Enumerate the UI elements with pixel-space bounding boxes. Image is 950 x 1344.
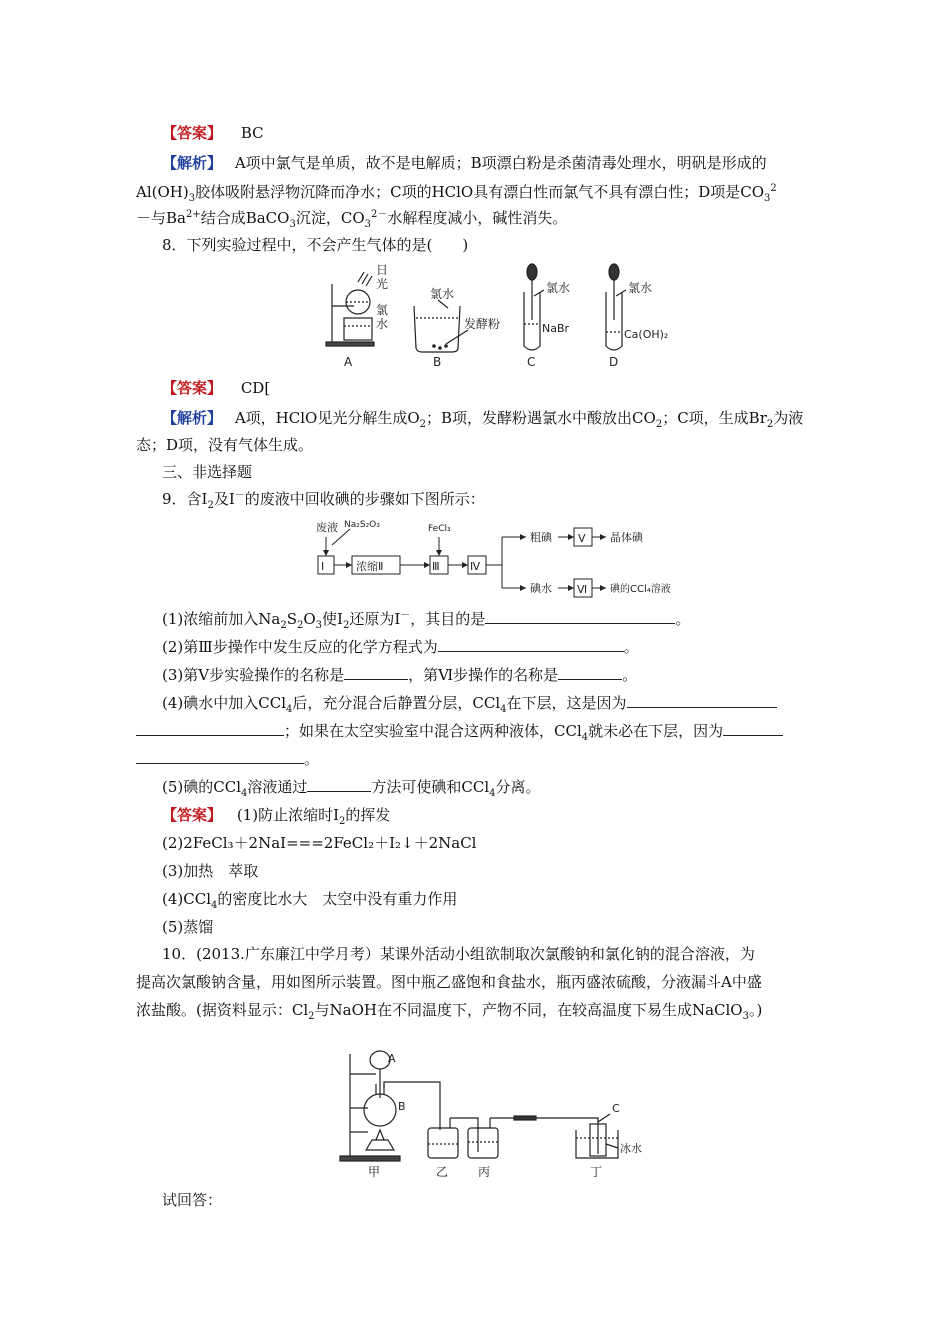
q9-answer3: (3)加热 萃取: [162, 862, 259, 880]
flow-step4: Ⅳ: [470, 560, 481, 573]
q9-answer2: (2)2FeCl₃＋2NaI===2FeCl₂＋I₂↓＋2NaCl: [162, 834, 477, 852]
q8-analysis-line1: 【解析】 A项，HClO见光分解生成$O_2$；B项，发酵粉遇氯水中酸放出$CO_2$；C项，生成$Br_2$为液: [162, 409, 804, 430]
flow-crystal-iodine: 晶体碘: [610, 531, 643, 544]
q10-line3: 浓盐酸。(据资料显示：$Cl_2$与NaOH在不同温度下，产物不同，在较高温度下易生成NaClO$_3$。): [136, 1001, 763, 1022]
q9-part2: (2)第Ⅲ步操作中发生反应的化学方程式为 。: [162, 638, 639, 656]
q9-part4-line2: ；如果在太空实验室中混合这两种液体，CCl$_4$就未必在下层，因为: [136, 721, 783, 741]
q8-stem: 8．下列实验过程中，不会产生气体的是( ): [162, 236, 469, 254]
answer-blank[interactable]: [558, 665, 622, 680]
q8-analysis-line2: 态；D项，没有气体生成。: [136, 436, 314, 454]
q10-line2: 提高次氯酸钠含量，用如图所示装置。图中瓶乙盛饱和食盐水，瓶丙盛浓硫酸，分液漏斗A中盛: [136, 973, 762, 991]
a-chlorine-1: 氯: [376, 303, 389, 317]
answer-blank[interactable]: [485, 609, 675, 624]
flow-iodine-water: 碘水: [530, 582, 552, 595]
q8-answer: CD[: [240, 379, 271, 397]
q10-ask: 试回答：: [162, 1191, 223, 1209]
label-c: C: [612, 1102, 620, 1115]
answer-tag: 答案: [177, 806, 208, 824]
apparatus-a: [326, 272, 374, 346]
q9-answer4: (4)CCl$_4$的密度比水大 太空中没有重力作用: [162, 890, 458, 911]
q7-analysis-line3: －与$Ba^{2+}$结合成BaCO$_3$沉淀，$CO_3^{2-}$水解程度减小，碱性消失。: [136, 209, 568, 230]
label-flask-b: B: [398, 1100, 406, 1113]
flow-step6: Ⅵ: [577, 583, 588, 596]
q7-answer-line: 【答案】 BC: [162, 124, 264, 142]
label-ding: 丁: [590, 1165, 603, 1179]
section-heading: 三、非选择题: [162, 463, 253, 481]
answer-blank[interactable]: [136, 721, 284, 736]
flow-step2: 浓缩Ⅱ: [356, 560, 384, 573]
flow-fecl3: FeCl₃: [428, 524, 451, 534]
apparatus-c: [524, 264, 544, 350]
q9-answer-line: 【答案】 (1)防止浓缩时$I_2$的挥发: [162, 806, 391, 827]
label-jia: 甲: [368, 1165, 381, 1179]
answer-bracket-open: 【: [162, 124, 178, 142]
answer-blank[interactable]: [136, 749, 304, 764]
label-bing: 丙: [478, 1165, 491, 1179]
label-ice-water: 冰水: [620, 1142, 642, 1155]
q7-analysis-line1: 【解析】 A项中氯气是单质，故不是电解质；B项漂白粉是杀菌清毒处理水，明矾是形成的: [162, 154, 767, 172]
q9-part4-line3: 。: [136, 749, 319, 769]
a-chlorine-2: 水: [376, 317, 389, 331]
q9-part1: (1)浓缩前加入$Na_2S_2O_3$使$I_2$还原为I－，其目的是 。: [162, 610, 691, 631]
answer-tag: 答案: [177, 379, 208, 397]
q7-answer: BC: [240, 124, 264, 142]
apparatus-b: [414, 300, 468, 352]
q9-part5: (5)碘的CCl$_4$溶液通过 方法可使碘和CCl$_4$分离。: [162, 778, 541, 799]
q9-part3: (3)第Ⅴ步实验操作的名称是 ，第Ⅵ步操作的名称是 。: [162, 666, 638, 684]
label-c: C: [527, 355, 536, 369]
answer-blank[interactable]: [723, 721, 783, 736]
q8-answer-line: 【答案】 CD[: [162, 379, 271, 397]
q9-answer5: (5)蒸馏: [162, 918, 214, 936]
apparatus-d: [606, 264, 626, 350]
flow-step5: Ⅴ: [578, 532, 586, 545]
a-sun-1: 日: [376, 263, 389, 277]
b-chlorine-water: 氯水: [430, 287, 455, 301]
flow-crude-iodine: 粗碘: [530, 531, 552, 544]
flow-step1: Ⅰ: [321, 560, 325, 573]
q10-apparatus-figure: [328, 1044, 658, 1180]
label-d: D: [609, 355, 619, 369]
answer-blank[interactable]: [438, 637, 624, 652]
b-baking-powder: 发酵粉: [464, 317, 501, 331]
q9-stem: 9．含$I_2$及I－的废液中回收碘的步骤如下图所示：: [162, 490, 485, 511]
label-a: A: [344, 355, 353, 369]
flow-waste: 废液: [316, 521, 338, 534]
analysis-tag: 解析: [177, 154, 208, 172]
c-reagent: NaBr: [542, 322, 570, 335]
flow-na2s2o3: Na₂S₂O₃: [344, 520, 380, 530]
answer-blank[interactable]: [307, 777, 371, 792]
flow-ccl4-solution: 碘的CCl₄溶液: [610, 584, 671, 595]
q7-analysis-line2: $Al(OH)_3$胶体吸附悬浮物沉降而净水；C项的HClO具有漂白性而氯气不具有漂白性；D项是$CO_3^2$: [136, 183, 777, 204]
label-b: B: [433, 355, 442, 369]
answer-tag: 答案: [177, 124, 208, 142]
c-chlorine-water: 氯水: [546, 281, 571, 295]
d-chlorine-water: 氯水: [628, 281, 653, 295]
q9-flowchart: [312, 515, 682, 601]
answer-blank[interactable]: [627, 693, 777, 708]
analysis-tag: 解析: [177, 409, 208, 427]
q8-apparatus-figure: [318, 262, 669, 372]
label-funnel-a: A: [388, 1052, 396, 1065]
label-yi: 乙: [436, 1165, 449, 1179]
answer-blank[interactable]: [344, 665, 408, 680]
flow-step3: Ⅲ: [432, 560, 440, 573]
q10-line1: 10．(2013.广东廉江中学月考）某课外活动小组欲制取次氯酸钠和氯化钠的混合溶液，为: [162, 945, 755, 963]
d-reagent: Ca(OH)₂: [624, 328, 669, 341]
q7-analysis-text: A项中氯气是单质，故不是电解质；B项漂白粉是杀菌清毒处理水，明矾是形成的: [234, 154, 767, 172]
a-sun-2: 光: [376, 277, 389, 291]
q9-part4-line1: (4)碘水中加入CCl$_4$后，充分混合后静置分层，CCl$_4$在下层，这是因为: [162, 693, 777, 713]
